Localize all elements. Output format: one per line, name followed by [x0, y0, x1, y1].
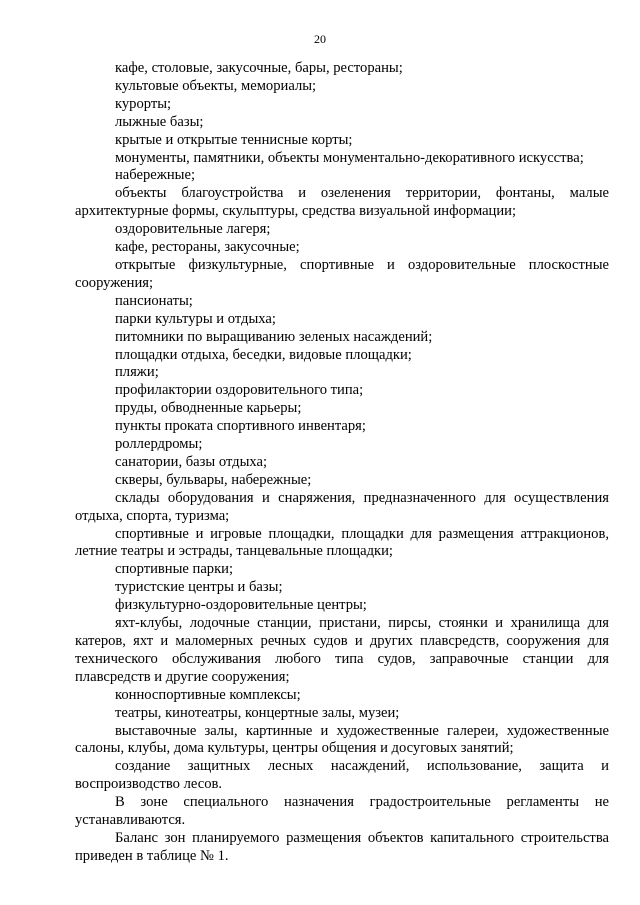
paragraph: питомники по выращиванию зеленых насаждений; [115, 328, 433, 345]
paragraph: театры, кинотеатры, концертные залы, музеи; [115, 704, 400, 721]
paragraph: выставочные залы, картинные и художественные галереи, художественные салоны, клубы, дома культуры, центры общения и досуговых занятий; [75, 722, 609, 757]
paragraph: монументы, памятники, объекты монументально-декоративного искусства; [115, 149, 584, 166]
paragraph: спортивные и игровые площадки, площадки для размещения аттракционов, летние театры и эстрады, танцевальные площадки; [75, 525, 609, 560]
paragraph: крытые и открытые теннисные корты; [115, 131, 353, 148]
paragraph: конноспортивные комплексы; [115, 686, 301, 703]
paragraph: туристские центры и базы; [115, 579, 283, 596]
paragraph: создание защитных лесных насаждений, использование, защита и воспроизводство лесов. [75, 758, 609, 793]
paragraph: парки культуры и отдыха; [115, 310, 276, 327]
paragraph: кафе, рестораны, закусочные; [115, 239, 300, 256]
paragraph: пункты проката спортивного инвентаря; [115, 418, 366, 435]
paragraph: спортивные парки; [115, 561, 234, 578]
paragraph: физкультурно-оздоровительные центры; [115, 597, 367, 614]
paragraph: оздоровительные лагеря; [115, 221, 271, 238]
paragraph: объекты благоустройства и озеленения территории, фонтаны, малые архитектурные формы, скульптуры, средства визуальной информации; [75, 185, 609, 220]
paragraph: В зоне специального назначения градостроительные регламенты не устанавливаются. [75, 794, 609, 829]
paragraph: скверы, бульвары, набережные; [115, 471, 312, 488]
paragraph: склады оборудования и снаряжения, предназначенного для осуществления отдыха, спорта, туризма; [75, 489, 609, 524]
paragraph: яхт-клубы, лодочные станции, пристани, пирсы, стоянки и хранилища для катеров, яхт и маломерных речных судов и других плавсредств, сооружения для технического обслуживания любого типа судов, заправочные станции для плавсредств и другие сооружения; [75, 615, 609, 685]
document-body [75, 60, 609, 866]
paragraph: культовые объекты, мемориалы; [115, 77, 317, 94]
paragraph: профилактории оздоровительного типа; [115, 382, 364, 399]
paragraph: курорты; [115, 95, 172, 112]
paragraph: площадки отдыха, беседки, видовые площадки; [115, 346, 412, 363]
paragraph: пляжи; [115, 364, 159, 381]
paragraph: открытые физкультурные, спортивные и оздоровительные плоскостные сооружения; [75, 256, 609, 291]
paragraph: Баланс зон планируемого размещения объектов капитального строительства приведен в таблице № 1. [75, 829, 609, 864]
paragraph: пансионаты; [115, 292, 193, 309]
paragraph: набережные; [115, 167, 196, 184]
page-number: 20 [314, 32, 326, 46]
paragraph: лыжные базы; [115, 113, 204, 130]
paragraph: пруды, обводненные карьеры; [115, 400, 302, 417]
paragraph: санатории, базы отдыха; [115, 453, 268, 470]
paragraph: роллердромы; [115, 436, 203, 453]
paragraph: кафе, столовые, закусочные, бары, рестораны; [115, 60, 403, 76]
